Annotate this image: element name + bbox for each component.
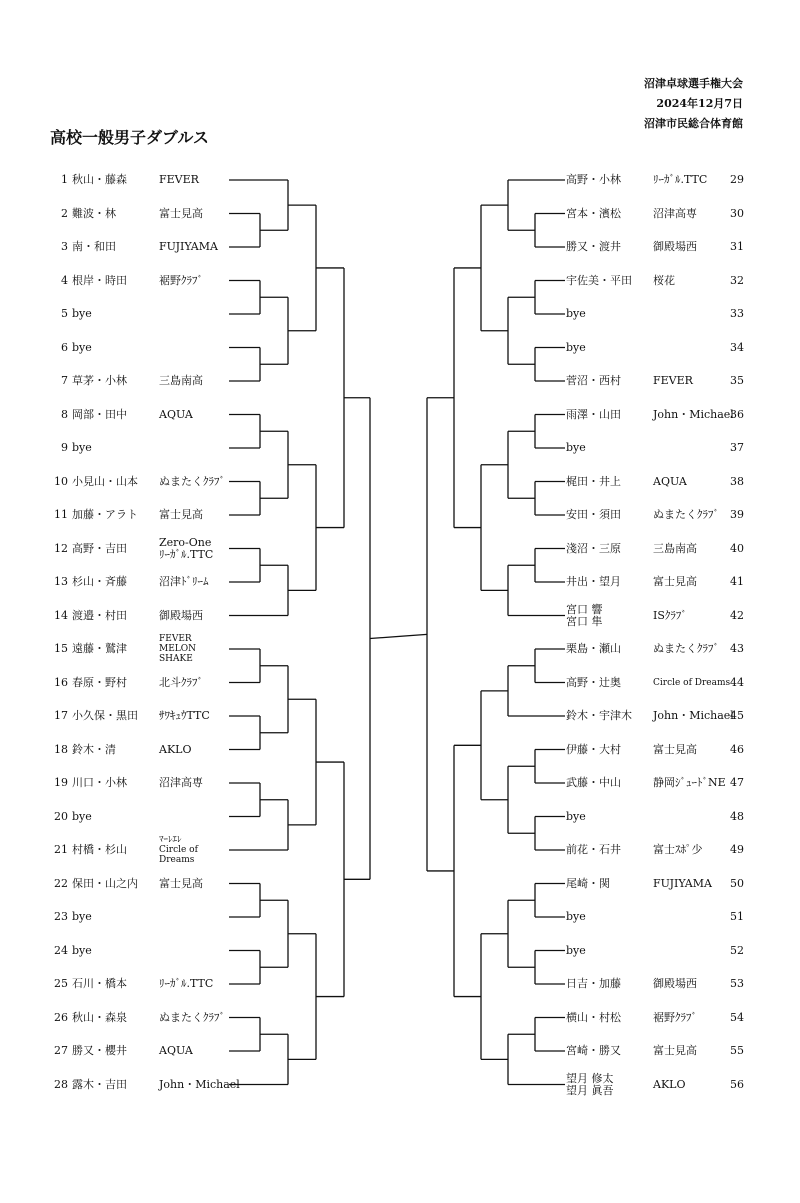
- entry-number: 44: [730, 675, 744, 689]
- entry-names: 鈴木・清: [72, 742, 116, 756]
- entry-team: 北斗ｸﾗﾌﾞ: [159, 675, 203, 689]
- entry-names: 宇佐美・平田: [566, 273, 632, 287]
- entry-team: 富士見高: [159, 206, 203, 220]
- entry-names: 勝又・渡井: [566, 240, 621, 253]
- entry-number: 25: [54, 977, 68, 990]
- right-entry-row: [0, 237, 760, 257]
- entry-number: 17: [54, 709, 68, 722]
- entry-names: 渡邉・村田: [72, 608, 127, 622]
- right-entry-row: [0, 639, 760, 659]
- entry-team: 沼津高専: [653, 206, 697, 220]
- right-entry-row: [0, 572, 760, 592]
- entry-names: 根岸・時田: [72, 273, 127, 287]
- entry-number: 8: [61, 407, 68, 421]
- entry-names: 保田・山之内: [72, 876, 138, 890]
- entry-names: 高野・辻奥: [566, 675, 621, 689]
- right-entry-row: [0, 170, 760, 190]
- right-entry-row: [0, 673, 760, 693]
- tournament-venue: 沼津市民総合体育館: [644, 117, 743, 130]
- entry-number: 18: [54, 742, 68, 756]
- entry-team: ぬまたくｸﾗﾌﾞ: [653, 642, 719, 655]
- entry-names: 望月 修太 望月 眞吾: [566, 1071, 614, 1097]
- entry-names: 宮口 響 宮口 隼: [566, 602, 603, 628]
- entry-names: 小久保・黒田: [72, 709, 138, 722]
- entry-team: 桜花: [653, 273, 675, 287]
- entry-number: 38: [730, 474, 744, 488]
- entry-number: 54: [730, 1010, 744, 1024]
- entry-number: 16: [54, 675, 68, 689]
- entry-number: 33: [730, 307, 744, 320]
- entry-team: ぬまたくｸﾗﾌﾞ: [653, 508, 719, 521]
- entry-names: bye: [566, 809, 586, 823]
- right-entry-row: [0, 472, 760, 492]
- entry-number: 34: [730, 340, 744, 354]
- entry-names: 遠藤・鷲津: [72, 642, 127, 655]
- entry-names: bye: [566, 307, 586, 320]
- event-title: 高校一般男子ダブルス: [50, 128, 209, 147]
- entry-team: Circle of Dreams: [653, 677, 731, 688]
- entry-names: 栗島・瀬山: [566, 642, 621, 655]
- entry-number: 23: [54, 910, 68, 923]
- entry-team: John・Michael: [159, 1077, 240, 1091]
- entry-team: 沼津高専: [159, 776, 203, 789]
- entry-number: 26: [54, 1010, 68, 1024]
- entry-team: Zero-One ﾘｰｶﾞﾙ.TTC: [159, 535, 214, 561]
- entry-team: 静岡ｼﾞｭｰﾄﾞNE: [653, 776, 726, 789]
- entry-names: 鈴木・宇津木: [566, 709, 632, 722]
- entry-number: 52: [730, 943, 744, 957]
- entry-team: 三島南高: [653, 541, 697, 555]
- right-entry-row: [0, 438, 760, 458]
- entry-number: 35: [730, 374, 744, 387]
- entry-number: 15: [54, 642, 68, 655]
- entry-number: 43: [730, 642, 744, 655]
- entry-team: AKLO: [159, 742, 192, 756]
- entry-names: bye: [72, 340, 92, 354]
- entry-number: 19: [54, 776, 68, 789]
- entry-number: 30: [730, 206, 744, 220]
- right-entry-row: [0, 271, 760, 291]
- right-entry-row: [0, 1041, 760, 1061]
- entry-names: 秋山・森泉: [72, 1010, 127, 1024]
- entry-team: FUJIYAMA: [653, 876, 712, 890]
- entry-number: 4: [61, 273, 68, 287]
- right-entry-row: [0, 807, 760, 827]
- entry-names: 武藤・中山: [566, 776, 621, 789]
- entry-names: bye: [566, 910, 586, 923]
- right-entry-row: [0, 840, 760, 860]
- entry-team: FEVER MELON SHAKE: [159, 634, 197, 664]
- entry-number: 48: [730, 809, 744, 823]
- entry-names: 勝又・櫻井: [72, 1044, 127, 1057]
- right-entry-row: [0, 974, 760, 994]
- entry-number: 49: [730, 843, 744, 856]
- right-entry-row: [0, 1008, 760, 1028]
- entry-names: 秋山・藤森: [72, 173, 127, 186]
- right-entry-row: [0, 338, 760, 358]
- entry-names: bye: [72, 809, 92, 823]
- entry-number: 56: [730, 1077, 744, 1091]
- entry-team: 富士見高: [159, 876, 203, 890]
- entry-number: 45: [730, 709, 744, 722]
- entry-number: 7: [61, 374, 68, 387]
- entry-team: 富士見高: [159, 508, 203, 521]
- entry-names: 安田・須田: [566, 508, 621, 521]
- entry-number: 46: [730, 742, 744, 756]
- entry-team: 富士見高: [653, 742, 697, 756]
- entry-number: 3: [61, 240, 68, 253]
- entry-team: 富士見高: [653, 1044, 697, 1057]
- entry-names: 尾崎・関: [566, 876, 610, 890]
- entry-names: 高野・小林: [566, 173, 621, 186]
- entry-names: bye: [72, 910, 92, 923]
- entry-names: 淺沼・三原: [566, 541, 621, 555]
- entry-number: 12: [54, 541, 68, 555]
- entry-team: John・Michael: [653, 709, 734, 722]
- entry-number: 41: [730, 575, 744, 588]
- entry-team: ぬまたくｸﾗﾌﾞ: [159, 1010, 225, 1024]
- right-entry-row: [0, 773, 760, 793]
- entry-number: 55: [730, 1044, 744, 1057]
- entry-team: 御殿場西: [159, 608, 203, 622]
- entry-number: 11: [54, 508, 68, 521]
- entry-names: 春原・野村: [72, 675, 127, 689]
- entry-number: 53: [730, 977, 744, 990]
- entry-names: 小見山・山本: [72, 474, 138, 488]
- entry-names: 井出・望月: [566, 575, 621, 588]
- entry-number: 24: [54, 943, 68, 957]
- entry-team: John・Michael: [653, 407, 734, 421]
- entry-number: 37: [730, 441, 744, 454]
- entry-names: 村橋・杉山: [72, 843, 127, 856]
- entry-names: bye: [566, 441, 586, 454]
- right-entry-row: [0, 941, 760, 961]
- entry-number: 29: [730, 173, 744, 186]
- entry-number: 5: [61, 307, 68, 320]
- entry-names: bye: [72, 307, 92, 320]
- entry-names: 露木・吉田: [72, 1077, 127, 1091]
- entry-names: 菅沼・西村: [566, 374, 621, 387]
- entry-number: 9: [61, 441, 68, 454]
- right-entry-row: [0, 505, 760, 525]
- entry-team: AQUA: [159, 407, 193, 421]
- entry-names: 草茅・小林: [72, 374, 127, 387]
- right-entry-row: [0, 602, 760, 628]
- entry-team: FUJIYAMA: [159, 240, 218, 253]
- entry-team: ISｸﾗﾌﾞ: [653, 608, 687, 622]
- entry-team: 富士見高: [653, 575, 697, 588]
- entry-number: 36: [730, 407, 744, 421]
- entry-names: 梶田・井上: [566, 474, 621, 488]
- entry-number: 50: [730, 876, 744, 890]
- entry-number: 1: [61, 173, 68, 186]
- entry-team: AQUA: [653, 474, 687, 488]
- entry-team: ﾏｰﾚｴﾚ Circle of Dreams: [159, 835, 198, 865]
- entry-number: 14: [54, 608, 68, 622]
- right-entry-row: [0, 304, 760, 324]
- right-entry-row: [0, 874, 760, 894]
- entry-team: ﾘｰｶﾞﾙ.TTC: [159, 977, 214, 990]
- entry-names: 石川・橋本: [72, 977, 127, 990]
- entry-names: bye: [72, 943, 92, 957]
- right-entry-row: [0, 740, 760, 760]
- entry-number: 42: [730, 608, 744, 622]
- entry-number: 39: [730, 508, 744, 521]
- entry-team: FEVER: [653, 374, 693, 387]
- entry-names: 宮本・濱松: [566, 206, 621, 220]
- entry-team: FEVER: [159, 173, 199, 186]
- entry-number: 6: [61, 340, 68, 354]
- tournament-date: 2024年12月7日: [656, 97, 743, 110]
- right-entry-row: [0, 706, 760, 726]
- entry-team: ぬまたくｸﾗﾌﾞ: [159, 474, 225, 488]
- right-entry-row: [0, 405, 760, 425]
- entry-names: 高野・吉田: [72, 541, 127, 555]
- entry-team: AQUA: [159, 1044, 193, 1057]
- entry-number: 32: [730, 273, 744, 287]
- entry-number: 2: [61, 206, 68, 220]
- entry-number: 13: [54, 575, 68, 588]
- entry-number: 20: [54, 809, 68, 823]
- entry-names: 前花・石井: [566, 843, 621, 856]
- entry-number: 31: [730, 240, 744, 253]
- entry-names: 川口・小林: [72, 776, 127, 789]
- entry-names: bye: [566, 943, 586, 957]
- entry-team: 三島南高: [159, 374, 203, 387]
- entry-names: 岡部・田中: [72, 407, 127, 421]
- entry-names: 杉山・斉藤: [72, 575, 127, 588]
- right-entry-row: [0, 204, 760, 224]
- entry-names: 南・和田: [72, 240, 116, 253]
- right-entry-row: [0, 535, 760, 561]
- entry-names: 加藤・アラト: [72, 508, 138, 521]
- entry-names: 雨澤・山田: [566, 407, 621, 421]
- entry-number: 51: [730, 910, 744, 923]
- entry-number: 10: [54, 474, 68, 488]
- entry-names: 横山・村松: [566, 1010, 621, 1024]
- bracket-line: [370, 634, 427, 638]
- entry-team: 御殿場西: [653, 977, 697, 990]
- entry-number: 47: [730, 776, 744, 789]
- tournament-name: 沼津卓球選手権大会: [644, 77, 743, 90]
- entry-number: 22: [54, 876, 68, 890]
- entry-names: 宮崎・勝又: [566, 1044, 621, 1057]
- entry-team: 裾野ｸﾗﾌﾞ: [653, 1010, 697, 1024]
- entry-team: AKLO: [653, 1077, 686, 1091]
- entry-number: 40: [730, 541, 744, 555]
- right-entry-row: [0, 907, 760, 927]
- entry-names: 伊藤・大村: [566, 742, 621, 756]
- right-entry-row: [0, 1071, 760, 1097]
- entry-number: 27: [54, 1044, 68, 1057]
- entry-names: bye: [72, 441, 92, 454]
- right-entry-row: [0, 371, 760, 391]
- entry-names: 難波・林: [72, 206, 116, 220]
- entry-names: 日吉・加藤: [566, 977, 621, 990]
- entry-team: ﾘｰｶﾞﾙ.TTC: [653, 173, 708, 186]
- entry-team: 御殿場西: [653, 240, 697, 253]
- entry-names: bye: [566, 340, 586, 354]
- entry-number: 28: [54, 1077, 68, 1091]
- entry-number: 21: [54, 843, 68, 856]
- entry-team: 富士ｽﾎﾟ少: [653, 843, 703, 856]
- entry-team: ｻﾜｷｭｳTTC: [159, 709, 210, 722]
- entry-team: 裾野ｸﾗﾌﾞ: [159, 273, 203, 287]
- entry-team: 沼津ﾄﾞﾘｰﾑ: [159, 575, 209, 588]
